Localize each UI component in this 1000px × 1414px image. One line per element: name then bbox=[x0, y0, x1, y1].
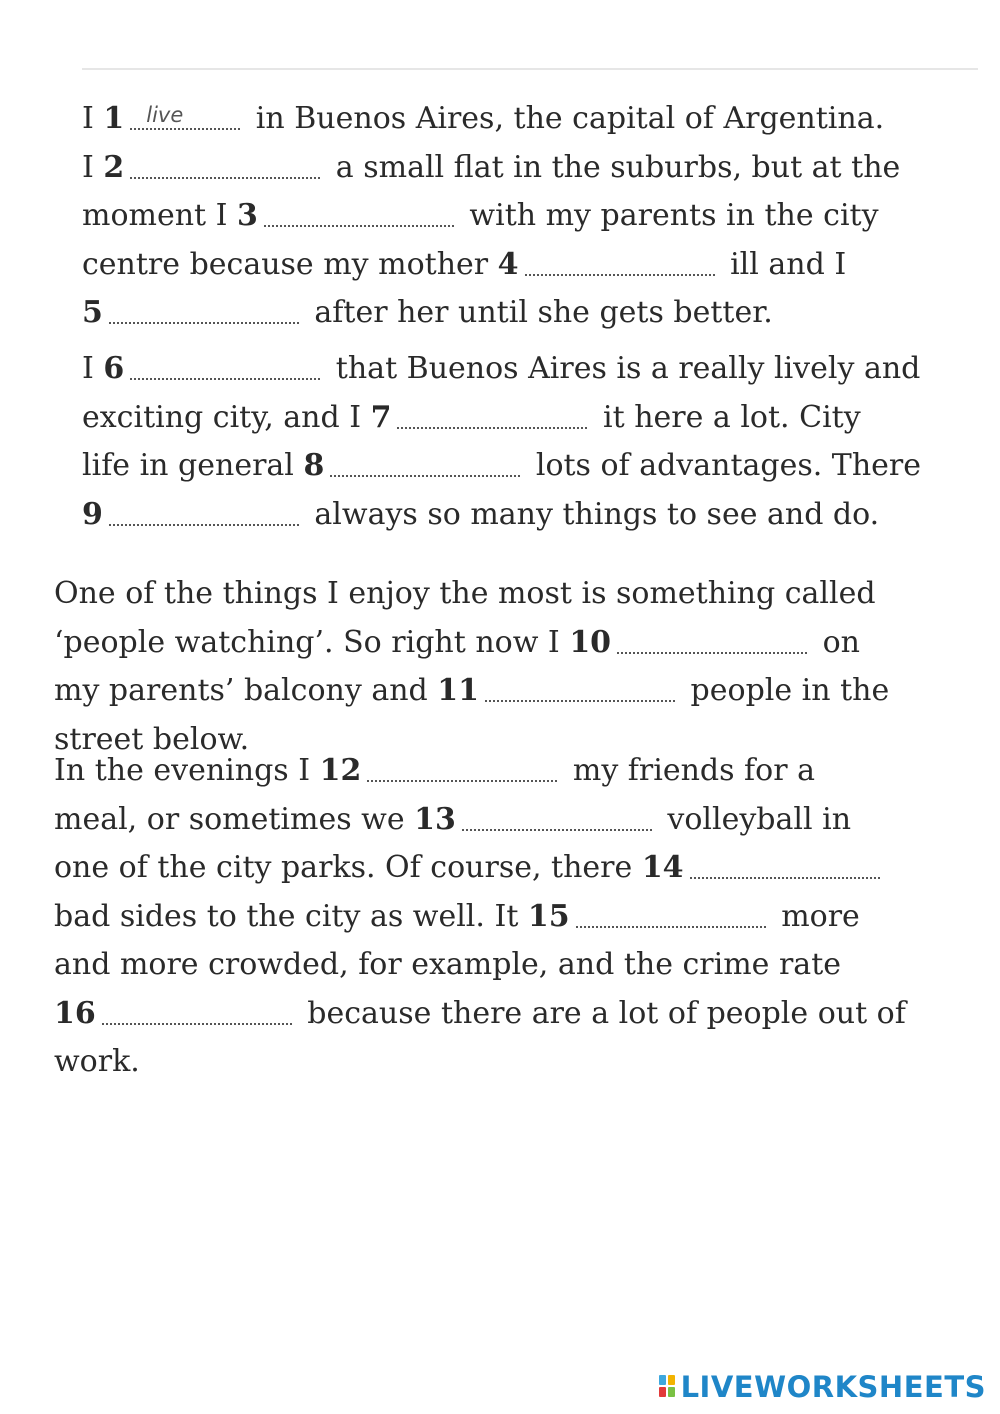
line-text: I bbox=[82, 149, 104, 185]
text-line bbox=[54, 570, 889, 619]
text-line bbox=[54, 747, 906, 796]
text-line bbox=[82, 192, 900, 241]
answer-blank-5[interactable] bbox=[109, 292, 299, 324]
gap-number: 3 bbox=[237, 198, 258, 233]
line-text: people in the bbox=[681, 673, 890, 708]
gap-number: 7 bbox=[370, 399, 392, 435]
line-text: volleyball in bbox=[657, 801, 852, 837]
answer-blank-1[interactable] bbox=[130, 98, 240, 130]
gap-number: 2 bbox=[103, 149, 125, 185]
gap-number: 14 bbox=[641, 850, 684, 885]
gap-number: 11 bbox=[437, 673, 480, 708]
gap-number: 5 bbox=[82, 295, 103, 330]
answer-blank-2[interactable] bbox=[130, 147, 320, 179]
text-line bbox=[54, 941, 906, 990]
gap-number: 15 bbox=[527, 898, 570, 934]
line-text: I bbox=[82, 351, 104, 386]
line-text: moment I bbox=[82, 198, 238, 233]
answer-blank-9[interactable] bbox=[109, 494, 299, 526]
line-text: on bbox=[813, 624, 860, 660]
gap-number: 13 bbox=[414, 801, 456, 837]
answer-blank-8[interactable] bbox=[330, 445, 520, 477]
answer-blank-7[interactable] bbox=[397, 397, 587, 429]
top-divider bbox=[82, 68, 978, 70]
paragraph-3 bbox=[54, 570, 889, 764]
gap-number: 8 bbox=[303, 448, 325, 483]
line-text: bad sides to the city as well. It bbox=[54, 898, 528, 934]
text-line bbox=[54, 893, 906, 942]
line-text: life in general bbox=[82, 448, 304, 483]
line-text: One of the things I enjoy the most is something called bbox=[54, 576, 876, 611]
line-text: one of the city parks. Of course, there bbox=[54, 850, 642, 885]
line-text: In the evenings I bbox=[54, 753, 320, 788]
line-text: after her until she gets better. bbox=[304, 295, 773, 330]
line-text: it here a lot. City bbox=[593, 399, 861, 435]
gap-number: 12 bbox=[319, 753, 362, 788]
line-text: a small flat in the suburbs, but at the bbox=[326, 149, 901, 185]
text-line bbox=[54, 619, 889, 668]
line-text: in Buenos Aires, the capital of Argentina. bbox=[246, 101, 885, 136]
text-line bbox=[82, 442, 921, 491]
logo-icon bbox=[659, 1375, 677, 1399]
text-line bbox=[54, 1038, 906, 1087]
line-text: always so many things to see and do. bbox=[304, 496, 880, 532]
text-line bbox=[82, 345, 921, 394]
paragraph-4 bbox=[54, 747, 906, 1087]
line-text: centre because my mother bbox=[82, 246, 498, 282]
paragraph-1 bbox=[82, 95, 900, 338]
text-line bbox=[82, 95, 900, 144]
answer-text: live bbox=[146, 103, 184, 128]
text-line bbox=[82, 491, 921, 540]
line-text: ill and I bbox=[720, 246, 847, 282]
line-text: more bbox=[771, 898, 860, 934]
line-text: my friends for a bbox=[563, 753, 815, 788]
text-line bbox=[54, 990, 906, 1039]
text-line bbox=[54, 667, 889, 716]
line-text: meal, or sometimes we bbox=[54, 801, 415, 837]
line-text: lots of advantages. There bbox=[526, 448, 921, 483]
gap-number: 9 bbox=[82, 496, 103, 532]
answer-blank-14[interactable] bbox=[690, 847, 880, 879]
answer-blank-3[interactable] bbox=[264, 195, 454, 227]
answer-blank-16[interactable] bbox=[102, 993, 292, 1025]
line-text: my parents’ balcony and bbox=[54, 673, 438, 708]
line-text: street below. bbox=[54, 721, 250, 757]
answer-blank-10[interactable] bbox=[617, 622, 807, 654]
gap-number: 6 bbox=[103, 351, 125, 386]
answer-blank-15[interactable] bbox=[576, 896, 766, 928]
line-text: work. bbox=[54, 1044, 140, 1079]
gap-number: 16 bbox=[54, 995, 96, 1031]
gap-number: 4 bbox=[497, 246, 519, 282]
answer-blank-11[interactable] bbox=[485, 670, 675, 702]
gap-number: 1 bbox=[103, 101, 125, 136]
line-text: because there are a lot of people out of bbox=[297, 995, 906, 1031]
line-text: I bbox=[82, 101, 104, 136]
logo-text: LIVEWORKSHEETS bbox=[680, 1370, 986, 1404]
text-line bbox=[54, 844, 906, 893]
text-line bbox=[82, 241, 900, 290]
answer-blank-6[interactable] bbox=[130, 348, 320, 380]
answer-blank-4[interactable] bbox=[525, 244, 715, 276]
line-text: with my parents in the city bbox=[459, 198, 879, 233]
text-line bbox=[82, 394, 921, 443]
liveworksheets-logo bbox=[659, 1370, 986, 1404]
text-line bbox=[82, 289, 900, 338]
gap-number: 10 bbox=[569, 624, 612, 660]
line-text: that Buenos Aires is a really lively and bbox=[326, 351, 921, 386]
line-text: ‘people watching’. So right now I bbox=[54, 624, 570, 660]
answer-blank-12[interactable] bbox=[367, 750, 557, 782]
answer-blank-13[interactable] bbox=[462, 799, 652, 831]
text-line bbox=[54, 796, 906, 845]
line-text: and more crowded, for example, and the crime rate bbox=[54, 947, 842, 982]
text-line bbox=[82, 144, 900, 193]
line-text: exciting city, and I bbox=[82, 399, 371, 435]
paragraph-2 bbox=[82, 345, 921, 539]
